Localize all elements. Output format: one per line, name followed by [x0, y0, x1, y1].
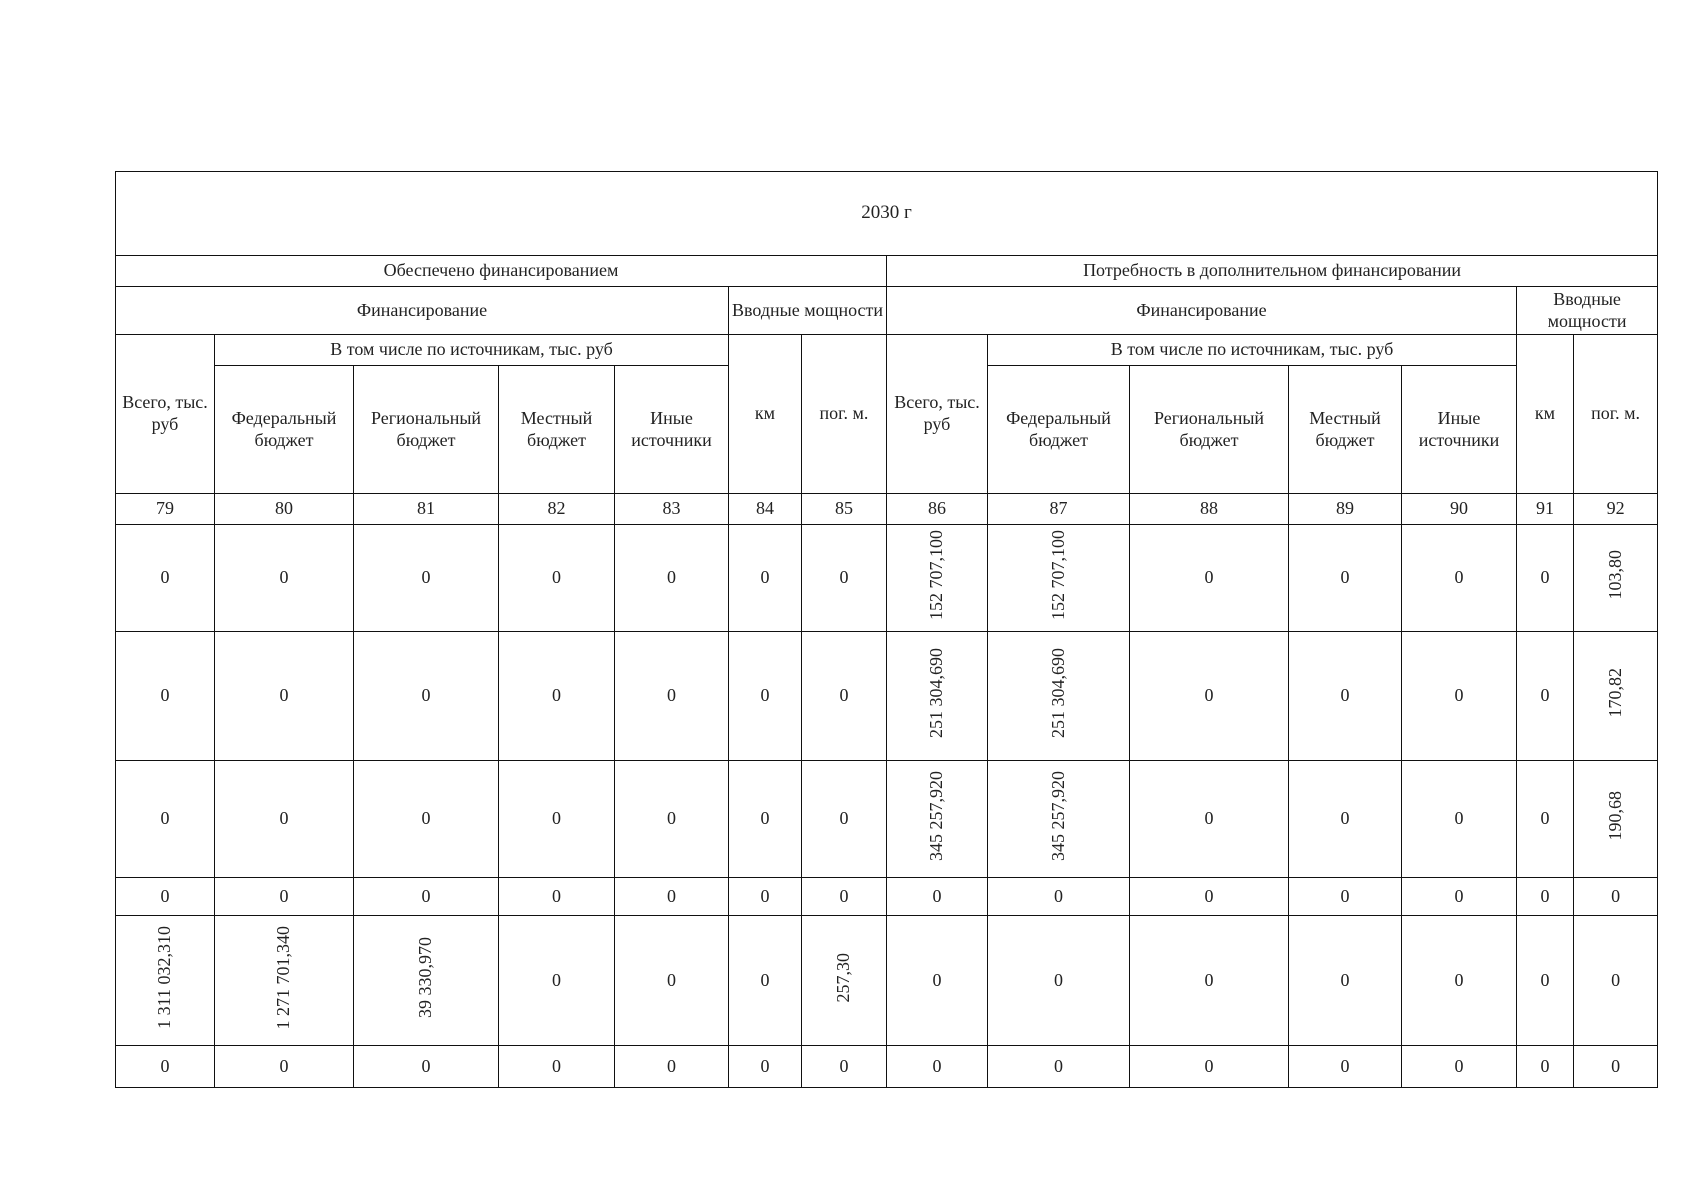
- secured-financing-header: Финансирование: [116, 287, 729, 335]
- column-number: 86: [887, 494, 988, 525]
- table-cell-value: 190,68: [1604, 791, 1625, 841]
- column-number: 83: [615, 494, 729, 525]
- table-cell: 0: [1574, 878, 1658, 916]
- table-cell: 0: [1289, 878, 1402, 916]
- table-cell-value: 1 311 032,310: [154, 926, 175, 1030]
- table-cell: 0: [1402, 1046, 1517, 1088]
- table-cell: 0: [1402, 761, 1517, 878]
- secured-header: Обеспечено финансированием: [116, 256, 887, 287]
- year-header: 2030 г: [116, 172, 1658, 256]
- table-cell: 0: [729, 761, 802, 878]
- table-cell: 0: [988, 878, 1130, 916]
- column-number: 81: [354, 494, 499, 525]
- secured-local-header: Местный бюджет: [499, 366, 615, 494]
- table-cell: 0: [1130, 916, 1289, 1046]
- table-cell-value: 39 330,970: [415, 937, 436, 1019]
- table-row: [116, 632, 1658, 761]
- table-cell: 0: [1289, 525, 1402, 632]
- table-cell-value: 152 707,100: [1047, 530, 1068, 621]
- table-cell: 0: [1130, 761, 1289, 878]
- column-number: 82: [499, 494, 615, 525]
- table-cell: 0: [1517, 761, 1574, 878]
- table-cell: 0: [1402, 878, 1517, 916]
- table-cell: 0: [1130, 1046, 1289, 1088]
- secured-km-header: км: [729, 335, 802, 494]
- table-cell: [887, 525, 988, 632]
- table-cell: 0: [1402, 525, 1517, 632]
- table-cell: 0: [116, 1046, 215, 1088]
- secured-pogm-header: пог. м.: [802, 335, 887, 494]
- column-number: 87: [988, 494, 1130, 525]
- table-cell: 0: [802, 525, 887, 632]
- table-cell: 0: [116, 632, 215, 761]
- table-cell: [116, 916, 215, 1046]
- secured-total-header: Всего, тыс. руб: [116, 335, 215, 494]
- table-cell: [354, 916, 499, 1046]
- table-cell: 0: [1517, 632, 1574, 761]
- table-row: [116, 525, 1658, 632]
- table-cell: [1574, 525, 1658, 632]
- table-cell: 0: [1130, 525, 1289, 632]
- table-cell: 0: [729, 916, 802, 1046]
- secured-regional-header: Региональный бюджет: [354, 366, 499, 494]
- column-number: 90: [1402, 494, 1517, 525]
- need-pogm-header: пог. м.: [1574, 335, 1658, 494]
- table-cell: 0: [1517, 916, 1574, 1046]
- secured-other-header: Иные источники: [615, 366, 729, 494]
- table-cell: 0: [802, 761, 887, 878]
- table-cell-value: 251 304,690: [1047, 648, 1068, 739]
- table-cell: [802, 916, 887, 1046]
- table-cell-value: 345 257,920: [1047, 771, 1068, 862]
- table-cell-value: 257,30: [833, 952, 854, 1003]
- table-cell: 0: [988, 916, 1130, 1046]
- table-cell: 0: [615, 916, 729, 1046]
- table-cell: 0: [615, 525, 729, 632]
- column-number-row: [116, 494, 1658, 525]
- table-cell-value: 1 271 701,340: [273, 925, 294, 1030]
- table-row: [116, 1046, 1658, 1088]
- need-regional-header: Региональный бюджет: [1130, 366, 1289, 494]
- table-cell: 0: [354, 761, 499, 878]
- need-other-header: Иные источники: [1402, 366, 1517, 494]
- table-cell: 0: [1402, 632, 1517, 761]
- table-cell: 0: [802, 632, 887, 761]
- table-cell: 0: [729, 632, 802, 761]
- table-cell-value: 345 257,920: [926, 771, 947, 862]
- secured-sources-header: В том числе по источникам, тыс. руб: [215, 335, 729, 366]
- table-cell: 0: [615, 1046, 729, 1088]
- need-local-header: Местный бюджет: [1289, 366, 1402, 494]
- table-cell-value: 103,80: [1604, 550, 1625, 600]
- table-row: [116, 916, 1658, 1046]
- table-cell: 0: [802, 1046, 887, 1088]
- table-cell: 0: [1517, 525, 1574, 632]
- need-sources-header: В том числе по источникам, тыс. руб: [988, 335, 1517, 366]
- need-total-header: Всего, тыс. руб: [887, 335, 988, 494]
- table-cell: 0: [116, 878, 215, 916]
- table-cell: [988, 761, 1130, 878]
- table-cell: 0: [729, 525, 802, 632]
- need-header: Потребность в дополнительном финансировании: [887, 256, 1658, 287]
- table-cell: 0: [615, 878, 729, 916]
- secured-federal-header: Федеральный бюджет: [215, 366, 354, 494]
- table-cell: 0: [887, 878, 988, 916]
- table-cell: [988, 632, 1130, 761]
- column-number: 92: [1574, 494, 1658, 525]
- table-cell: 0: [1517, 878, 1574, 916]
- column-number: 85: [802, 494, 887, 525]
- table-cell: 0: [499, 525, 615, 632]
- table-cell: 0: [499, 632, 615, 761]
- table-cell: 0: [1130, 878, 1289, 916]
- table-cell-value: 152 707,100: [926, 530, 947, 621]
- table-cell: 0: [354, 525, 499, 632]
- table-cell: 0: [354, 632, 499, 761]
- table-cell: 0: [1289, 1046, 1402, 1088]
- need-km-header: км: [1517, 335, 1574, 494]
- column-number: 91: [1517, 494, 1574, 525]
- table-cell: 0: [499, 916, 615, 1046]
- table-cell: 0: [116, 761, 215, 878]
- need-financing-header: Финансирование: [887, 287, 1517, 335]
- table-cell: [1574, 761, 1658, 878]
- table-cell: 0: [499, 1046, 615, 1088]
- table-cell: 0: [354, 1046, 499, 1088]
- table-cell: 0: [1289, 916, 1402, 1046]
- table-cell: 0: [1289, 761, 1402, 878]
- table-cell: 0: [1289, 632, 1402, 761]
- table-cell: 0: [887, 916, 988, 1046]
- table-row: [116, 761, 1658, 878]
- column-number: 79: [116, 494, 215, 525]
- table-cell: 0: [215, 1046, 354, 1088]
- table-cell: 0: [887, 1046, 988, 1088]
- table-cell: 0: [729, 1046, 802, 1088]
- table-cell: 0: [354, 878, 499, 916]
- table-cell: 0: [729, 878, 802, 916]
- table-cell: [215, 916, 354, 1046]
- table-cell: 0: [1574, 916, 1658, 1046]
- table-cell: 0: [116, 525, 215, 632]
- table-cell: 0: [1517, 1046, 1574, 1088]
- table-cell-value: 170,82: [1604, 668, 1625, 718]
- financing-table: [115, 171, 1658, 1088]
- table-cell: 0: [215, 878, 354, 916]
- secured-capacity-header: Вводные мощности: [729, 287, 887, 335]
- table-cell: [988, 525, 1130, 632]
- table-cell: [1574, 632, 1658, 761]
- table-cell-value: 251 304,690: [926, 648, 947, 739]
- need-federal-header: Федеральный бюджет: [988, 366, 1130, 494]
- table-cell: 0: [802, 878, 887, 916]
- table-cell: 0: [499, 761, 615, 878]
- table-cell: 0: [615, 632, 729, 761]
- table-cell: 0: [1402, 916, 1517, 1046]
- column-number: 88: [1130, 494, 1289, 525]
- column-number: 84: [729, 494, 802, 525]
- need-capacity-header: Вводные мощности: [1517, 287, 1658, 335]
- table-cell: 0: [215, 632, 354, 761]
- column-number: 89: [1289, 494, 1402, 525]
- table-cell: [887, 761, 988, 878]
- table-cell: 0: [615, 761, 729, 878]
- table-cell: 0: [499, 878, 615, 916]
- table-row: [116, 878, 1658, 916]
- column-number: 80: [215, 494, 354, 525]
- table-cell: [887, 632, 988, 761]
- table-cell: 0: [988, 1046, 1130, 1088]
- table-cell: 0: [215, 525, 354, 632]
- table-cell: 0: [215, 761, 354, 878]
- table-cell: 0: [1574, 1046, 1658, 1088]
- table-cell: 0: [1130, 632, 1289, 761]
